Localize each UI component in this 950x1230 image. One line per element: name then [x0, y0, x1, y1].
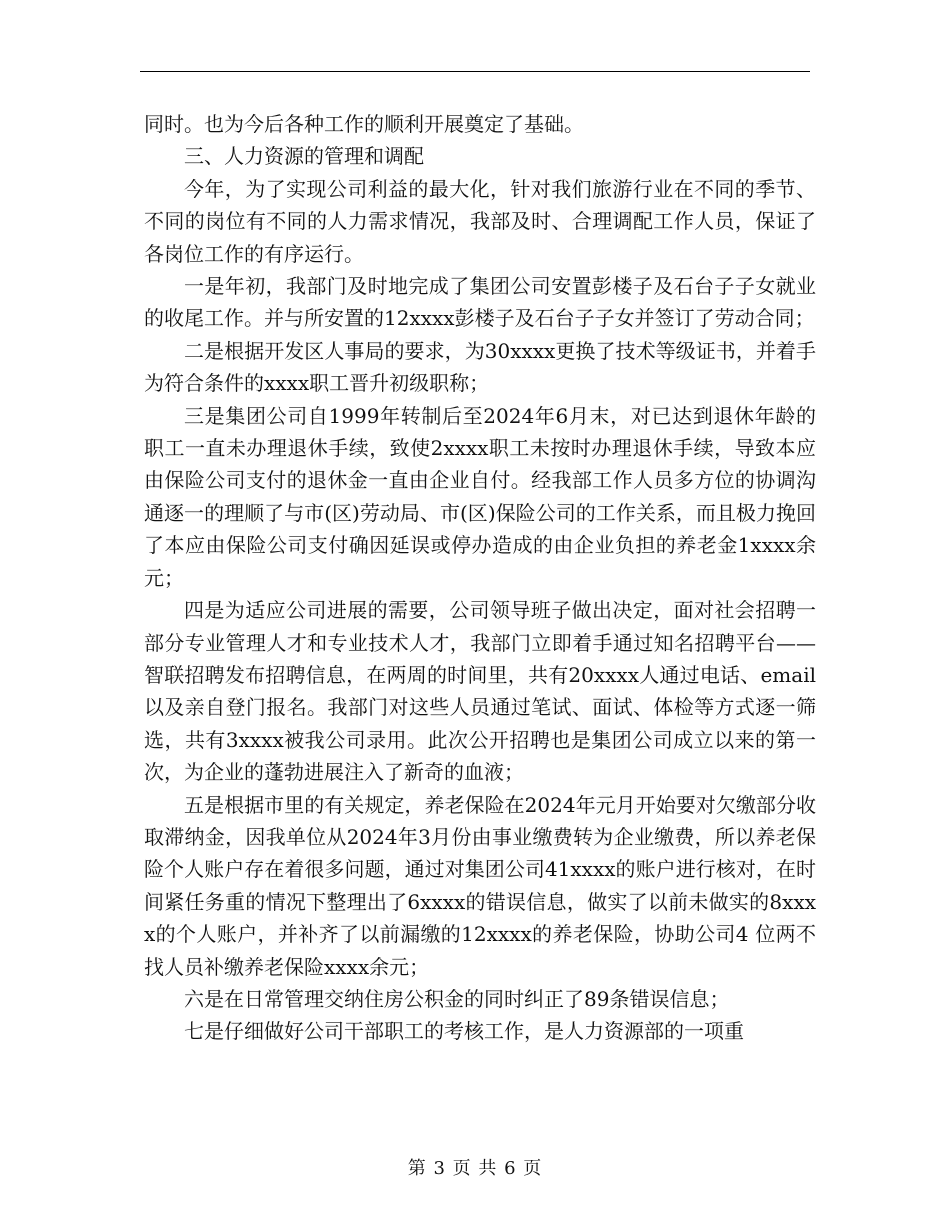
paragraph: 六是在日常管理交纳住房公积金的同时纠正了89条错误信息；	[184, 986, 730, 1011]
section-heading: 三、人力资源的管理和调配	[184, 144, 424, 169]
body-text	[144, 108, 816, 1048]
paragraph: 同时。也为今后各种工作的顺利开展奠定了基础。	[144, 112, 584, 136]
paragraph: 一是年初，我部门及时地完成了集团公司安置彭楼子及石台子子女就业的收尾工作。并与所安置的12xxxx彭楼子及石台子子女并签订了劳动合同；	[144, 274, 816, 331]
page-number-footer: 第 3 页 共 6 页	[407, 1158, 543, 1179]
paragraph: 二是根据开发区人事局的要求，为30xxxx更换了技术等级证书，并着手为符合条件的xxxx职工晋升初级职称；	[144, 338, 816, 396]
header-rule	[140, 71, 810, 72]
paragraph: 今年，为了实现公司利益的最大化，针对我们旅游行业在不同的季节、不同的岗位有不同的人力需求情况，我部及时、合理调配工作人员，保证了各岗位工作的有序运行。	[144, 176, 816, 266]
paragraph: 七是仔细做好公司干部职工的考核工作，是人力资源部的一项重	[184, 1019, 744, 1044]
paragraph: 三是集团公司自1999年转制后至2024年6月末，对已达到退休年龄的职工一直未办理退休手续，致使2xxxx职工未按时办理退休手续，导致本应由保险公司支付的退休金一直由企业自付。经我部工作人员多方位的协调沟通逐一的理顺了与市(区)劳动局、市(区)保险公司的工作关系，而且极力挽回了本应由保险公司支付确因延误或停办造成的由企业负担的养老金1xxxx余元；	[144, 403, 816, 590]
paragraph: 五是根据市里的有关规定，养老保险在2024年元月开始要对欠缴部分收取滞纳金，因我单位从2024年3月份由事业缴费转为企业缴费，所以养老保险个人账户存在着很多问题，通过对集团公司41xxxx的账户进行核对，在时间紧任务重的情况下整理出了6xxxx的错误信息，做实了以前未做实的8xxxx的个人账户，并补齐了以前漏缴的12xxxx的养老保险，协助公司4 位两不找人员补缴养老保险xxxx余元；	[144, 792, 816, 979]
paragraph: 四是为适应公司进展的需要，公司领导班子做出决定，面对社会招聘一部分专业管理人才和专业技术人才，我部门立即着手通过知名招聘平台——智联招聘发布招聘信息，在两周的时间里，共有20xxxx人通过电话、email以及亲自登门报名。我部门对这些人员通过笔试、面试、体检等方式逐一筛选，共有3xxxx被我公司录用。此次公开招聘也是集团公司成立以来的第一次，为企业的蓬勃进展注入了新奇的血液；	[144, 598, 816, 785]
